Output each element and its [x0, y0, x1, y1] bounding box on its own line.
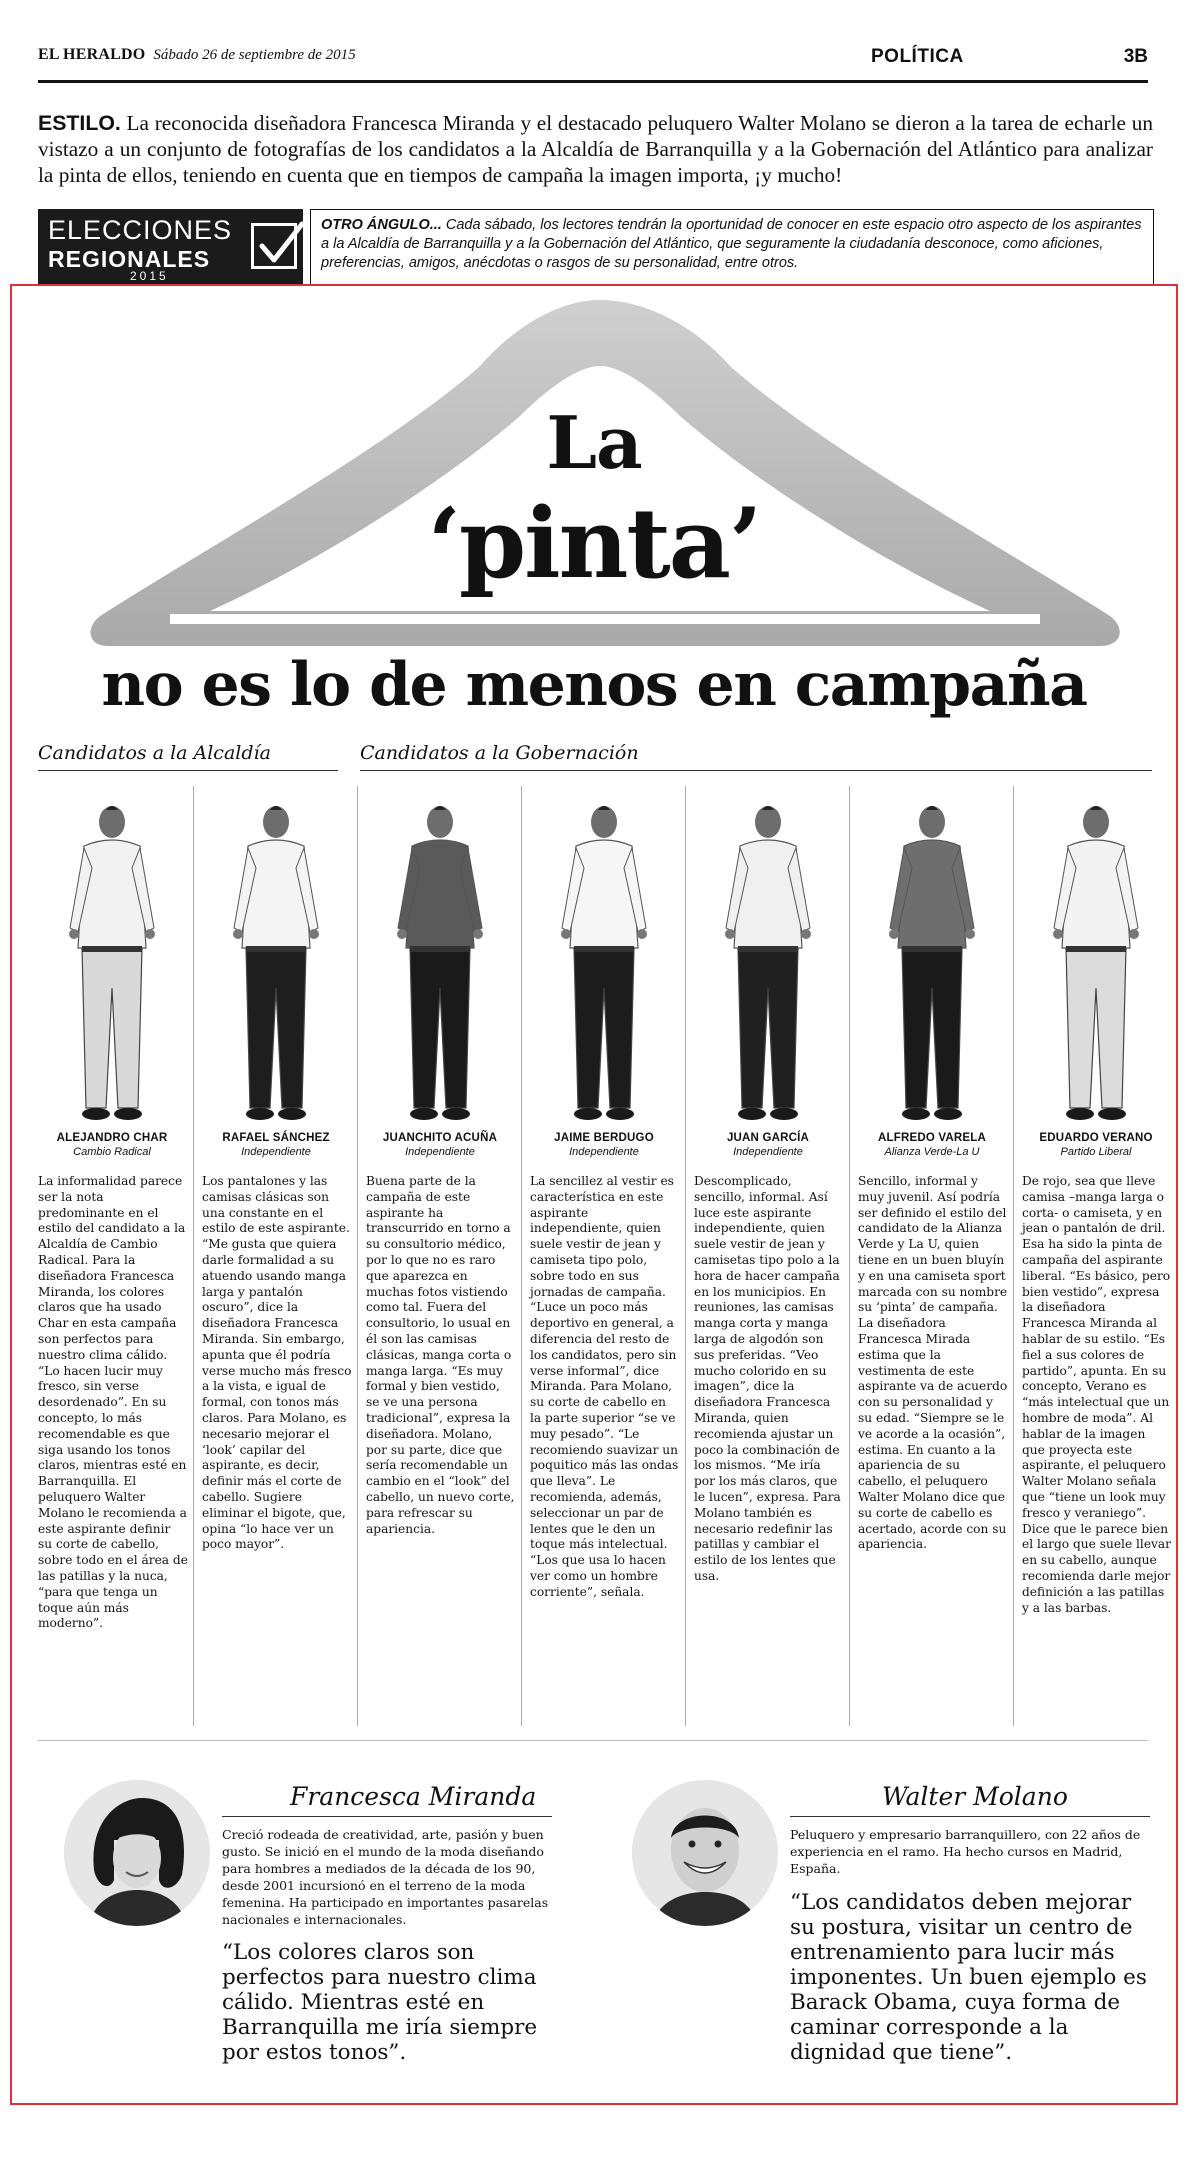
intro-kicker: ESTILO.	[38, 111, 121, 135]
candidate-name: ALFREDO VARELA	[877, 1132, 986, 1144]
expert-rule-francesca	[222, 1816, 552, 1817]
candidate-party: Cambio Radical	[73, 1146, 151, 1158]
section-name: POLÍTICA	[871, 46, 964, 67]
expert-quote-francesca: “Los colores claros son perfectos para nuestro clima cálido. Mientras esté en Barranquilla me iría siempre por estos tonos”.	[222, 1940, 538, 2065]
candidate-column	[522, 786, 686, 1726]
expert-bio-walter: Peluquero y empresario barranquillero, con 22 años de experiencia en el ramo. Ha hecho cursos en Madrid, España.	[790, 1827, 1141, 1876]
candidate-photo	[876, 798, 988, 1128]
expert-quote-walter: “Los candidatos deben mejorar su postura, visitar un centro de entrenamiento para lucir más imponentes. Un buen ejemplo es Barack Obama, cuya forma de caminar corresponde a la dignidad que tiene”.	[790, 1890, 1147, 2065]
intro-text: La reconocida diseñadora Francesca Miranda y el destacado peluquero Walter Molano se dieron a la tarea de echarle un vistazo a un conjunto de fotografías de los candidatos a la Alcaldía de Barranquilla y a la Gobernación del Atlántico para analizar la pinta de ellos, teniendo en cuenta que en tiempos de campaña la imagen importa, ¡y mucho!	[38, 111, 1153, 187]
masthead-rule	[38, 80, 1148, 83]
newspaper-name: EL HERALDO	[38, 46, 146, 63]
candidate-photo	[56, 798, 168, 1128]
checkbox-check-icon	[251, 223, 297, 269]
candidate-photo	[384, 798, 496, 1128]
expert-name-walter: Walter Molano	[882, 1782, 1068, 1811]
candidate-analysis: Buena parte de la campaña de este aspirante ha transcurrido en torno a su consultorio médico, por lo que no es raro que aparezca en muchas fotos vistiendo como tal. Fuera del consultorio, lo usual en él son las camisas clásicas, manga corta o manga larga. “Es muy formal y bien vestido, se ve una persona tradicional”, expresa la diseñadora. Molano, por su parte, dice que sería recomendable un cambio en el “look” del cabello, un nuevo corte, para refrescar su apariencia.	[366, 1174, 515, 1536]
expert-portrait-francesca	[64, 1780, 210, 1926]
issue-date: Sábado 26 de septiembre de 2015	[153, 47, 356, 63]
candidate-party: Alianza Verde-La U	[884, 1146, 980, 1158]
candidate-party: Independiente	[405, 1146, 475, 1158]
candidate-name: JUAN GARCÍA	[726, 1132, 810, 1144]
candidate-photo	[1040, 798, 1152, 1128]
intro-paragraph	[38, 110, 1153, 188]
man-portrait-icon	[632, 1780, 778, 1926]
group-label-alcaldia: Candidatos a la Alcaldía	[38, 742, 271, 764]
candidate-party: Partido Liberal	[1060, 1146, 1132, 1158]
candidate-analysis: Los pantalones y las camisas clásicas son una constante en el estilo de este aspirante. “Me gusta que quiera darle formalidad a su atuendo usando manga larga y pantalón oscuro”, dice la diseñadora Francesca Miranda. Sin embargo, apunta que él podría verse mucho más fresco a la vista, e igual de formal, con tonos más claros. Para Molano, es necesario mejorar el ‘look’ capilar del aspirante, es decir, definir más el corte de cabello. Sugiere eliminar el bigote, que, opina “lo hace ver un poco mayor”.	[202, 1174, 352, 1552]
elecciones-regionales-logo	[38, 209, 303, 285]
candidate-name: RAFAEL SÁNCHEZ	[222, 1132, 330, 1144]
candidate-name: JAIME BERDUGO	[554, 1132, 654, 1144]
masthead	[38, 46, 1148, 76]
candidate-name: JUANCHITO ACUÑA	[382, 1132, 498, 1144]
headline-line-1: La	[546, 400, 642, 485]
expert-name-francesca: Francesca Miranda	[290, 1782, 537, 1811]
candidate-party: Independiente	[733, 1146, 803, 1158]
candidate-name: ALEJANDRO CHAR	[56, 1132, 168, 1144]
candidate-analysis: La informalidad parece ser la nota predominante en el estilo del candidato a la Alcaldía de Cambio Radical. Para la diseñadora Francesca Miranda, los colores claros que ha usado Char en esta campaña son perfectos para nuestro clima cálido. “Lo hacen lucir muy fresco, sin verse desordenado”. En su concepto, lo más recomendable es que siga usando los tonos claros, mientras esté en Barranquilla. El peluquero Walter Molano le recomienda a este aspirante definir su corte de cabello, sobre todo en el área de las patillas y la nuca, “para que tenga un toque aún más moderno”.	[38, 1174, 188, 1631]
group-rule-alcaldia	[38, 770, 338, 771]
candidate-name: EDUARDO VERANO	[1039, 1132, 1153, 1144]
headline-subtitle: no es lo de menos en campaña	[101, 650, 1087, 720]
badge-year: 2015	[130, 269, 169, 283]
candidate-column	[1014, 786, 1178, 1726]
candidate-photo	[220, 798, 332, 1128]
expert-portrait-walter	[632, 1780, 778, 1926]
candidate-analysis: Descomplicado, sencillo, informal. Así luce este aspirante independiente, quien suele vestir de jean y camisetas tipo polo a la hora de hacer campaña en los municipios. En reuniones, las camisas manga corta y manga larga de algodón son sus preferidas. “Veo mucho colorido en su imagen”, dice la diseñadora Francesca Miranda, quien recomienda ajustar un poco la combinación de los mismos. “Me iría por los más claros, que le lucen”, expresa. Para Molano también es necesario redefinir las patillas y cambiar el estilo de los lentes que usa.	[694, 1174, 841, 1583]
otro-angulo-lead: OTRO ÁNGULO...	[321, 217, 442, 233]
headline-line-2: ‘pinta’	[427, 487, 761, 600]
badge-line-2: REGIONALES	[48, 246, 211, 272]
clothes-hanger-icon	[60, 296, 1160, 676]
candidate-column	[850, 786, 1014, 1726]
woman-portrait-icon	[64, 1780, 210, 1926]
expert-rule-walter	[790, 1816, 1150, 1817]
otro-angulo-text: Cada sábado, los lectores tendrán la oportunidad de conocer en este espacio otro aspecto de los aspirantes a la Alcaldía de Barranquilla y a la Gobernación del Atlántico, que seguramente la ciudadanía desconoce, como aficiones, preferencias, amigos, anécdotas o rasgos de su personalidad, entre otros.	[321, 217, 1142, 271]
candidate-column	[30, 786, 194, 1726]
badge-line-1: ELECCIONES	[48, 215, 233, 245]
group-label-gobernacion: Candidatos a la Gobernación	[360, 742, 639, 764]
candidate-party: Independiente	[241, 1146, 311, 1158]
candidate-column	[358, 786, 522, 1726]
candidate-analysis: De rojo, sea que lleve camisa –manga larga o corta- o camiseta, y en jean o pantalón de dril. Esa ha sido la pinta de campaña del aspirante liberal. “Es básico, pero bien vestido”, expresa la diseñadora Francesca Miranda al hablar de su estilo. “Es fiel a sus colores de partido”, apunta. En su concepto, Verano es “más intelectual que un hombre de moda”. Al hablar de la imagen que proyecta este aspirante, el peluquero Walter Molano señala que “tiene un look muy fresco y veraniego”. Dice que le parece bien el largo que suele llevar en su cabello, aunque recomienda darle mejor definición a las patillas y a las barbas.	[1022, 1174, 1172, 1615]
candidate-photo	[548, 798, 660, 1128]
page-number: 3B	[1123, 46, 1148, 67]
group-rule-gobernacion	[360, 770, 1152, 771]
candidate-analysis: La sencillez al vestir es característica en este aspirante independiente, quien suele vestir de jean y camiseta tipo polo, sobre todo en sus jornadas de campaña. “Luce un poco más deportivo en general, a diferencia del resto de los candidatos, pero sin verse informal”, dice Miranda. Para Molano, su corte de cabello en la parte superior “se ve muy pesado”. “Le recomiendo suavizar un poquitico más las ondas que lleva”. Le recomienda, además, seleccionar un par de lentes que le den un toque más intelectual. “Los que usa lo hacen ver como un hombre corriente”, señala.	[530, 1174, 679, 1599]
candidate-party: Independiente	[569, 1146, 639, 1158]
experts-separator	[38, 1740, 1148, 1741]
candidate-column	[686, 786, 850, 1726]
expert-bio-francesca: Creció rodeada de creatividad, arte, pasión y buen gusto. Se inició en el mundo de la moda diseñando para hombres a mediados de la década de los 90, desde 2001 incursionó en el terreno de la moda femenina. Ha participado en importantes pasarelas nacionales e internacionales.	[222, 1827, 549, 1927]
candidate-column	[194, 786, 358, 1726]
candidate-analysis: Sencillo, informal y muy juvenil. Así podría ser definido el estilo del candidato de la Alianza Verde y La U, quien tiene en un buen bluyín y en una camiseta sport marcada con su nombre su ‘pinta’ de campaña. La diseñadora Francesca Mirada estima que la vestimenta de este aspirante va de acuerdo con su personalidad y su edad. “Siempre se le ve acorde a la ocasión”, estima. En cuanto a la apariencia de su cabello, el peluquero Walter Molano dice que su corte de cabello es acertado, acorde con su apariencia.	[858, 1174, 1008, 1552]
candidate-photo	[712, 798, 824, 1128]
otro-angulo-box	[310, 209, 1154, 285]
